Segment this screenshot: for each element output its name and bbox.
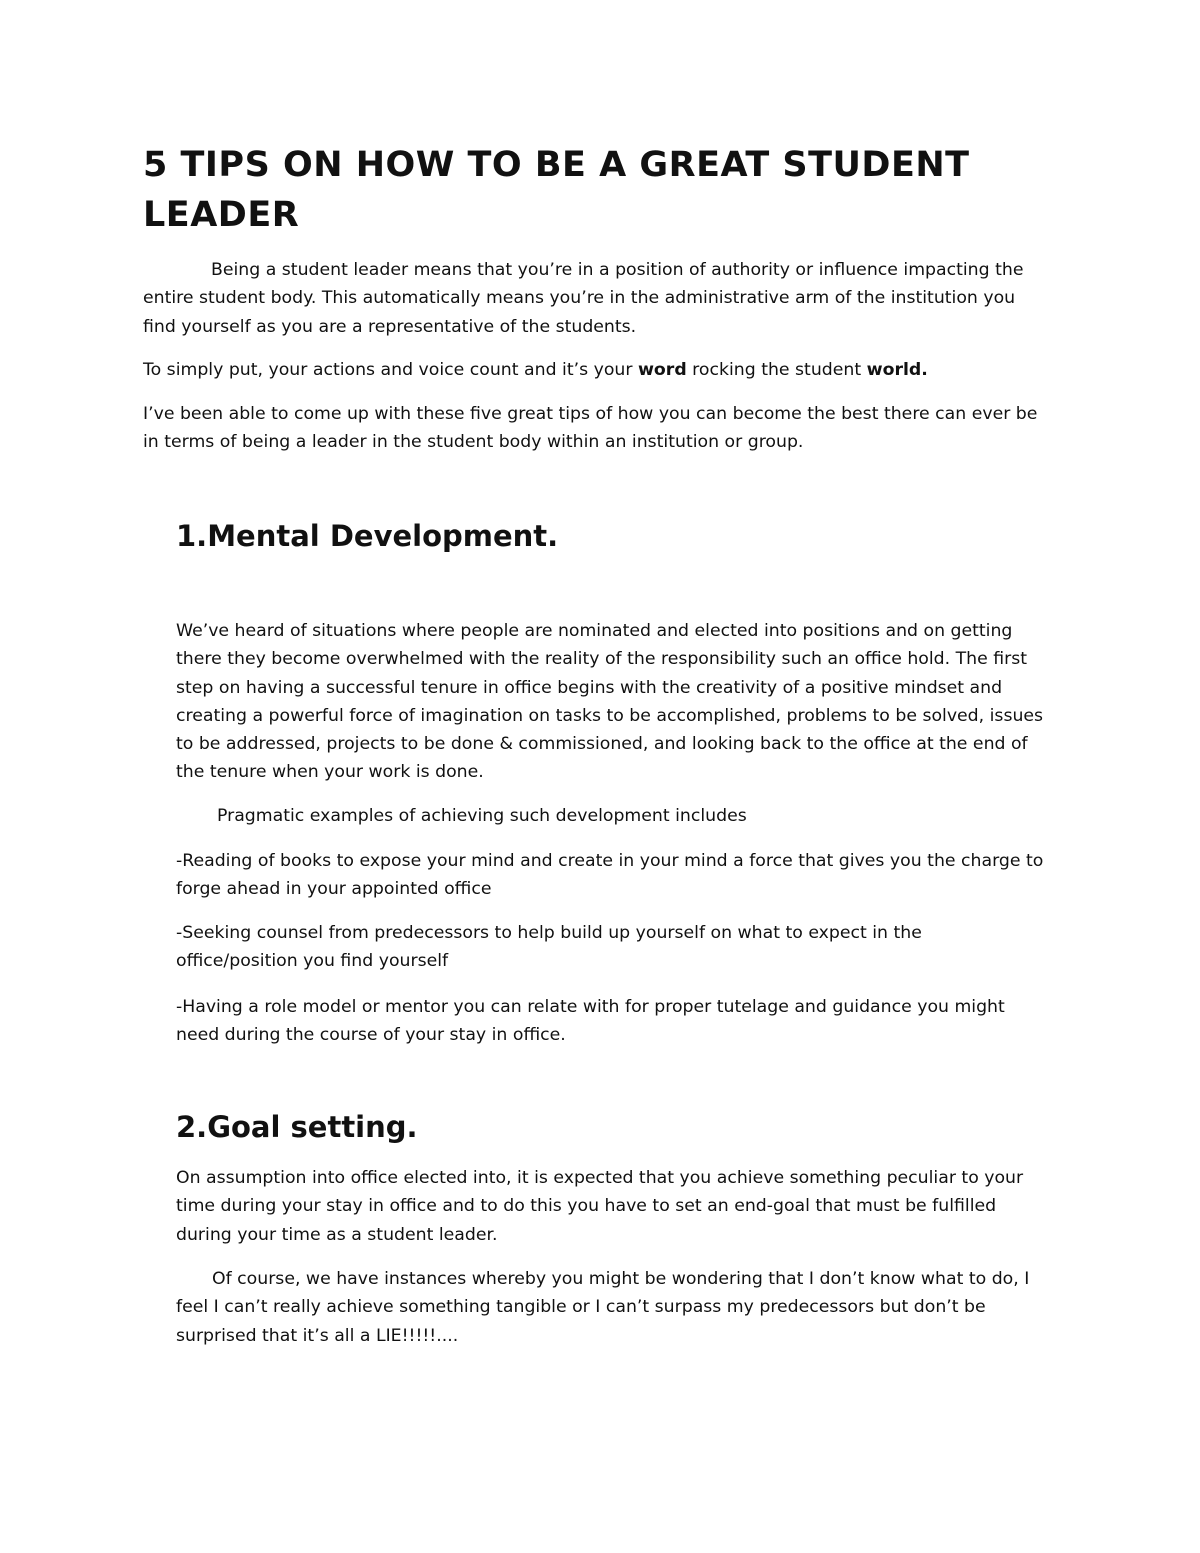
intro-paragraph-3 [143,400,1037,457]
text-line: find yourself as you are a representative of the students. [143,316,637,337]
text-line: entire student body. This automatically means you’re in the administrative arm of the institution you [143,288,1016,309]
examples-intro [217,802,747,830]
text-line: the tenure when your work is done. [176,762,484,783]
text-line: -Having a role model or mentor you can relate with for proper tutelage and guidance you might [176,997,1005,1017]
text-line: -Seeking counsel from predecessors to help build up yourself on what to expect in the [176,923,922,943]
bold-word: word [637,360,687,380]
text-line: office/position you find yourself [176,951,449,972]
section2-paragraph-2 [176,1265,1029,1350]
text-line: need during the course of your stay in office. [176,1025,566,1046]
document-title: 5 TIPS ON HOW TO BE A GREAT STUDENT LEADER [143,145,970,235]
text-line: to be addressed, projects to be done & commissioned, and looking back to the office at the end of [176,734,1028,755]
bullet-reading-books [176,847,1043,904]
text-line: Pragmatic examples of achieving such development includes [217,806,747,826]
section1-paragraph [176,617,1043,787]
text-line: time during your stay in office and to do this you have to set an end-goal that must be fulfilled [176,1196,997,1217]
text-line: step on having a successful tenure in office begins with the creativity of a positive mindset and [176,677,1003,698]
text-line: On assumption into office elected into, it is expected that you achieve something peculiar to your [176,1168,1024,1188]
text-line [143,356,928,384]
intro-paragraph-1 [143,256,1023,341]
bold-word: world. [866,360,928,380]
text-line: forge ahead in your appointed office [176,879,492,900]
text-line: surprised that it’s all a LIE!!!!!.... [176,1325,459,1346]
bullet-role-model [176,993,1005,1050]
text-run: rocking the student [686,360,867,380]
text-line: I’ve been able to come up with these five great tips of how you can become the best there can ever be [143,404,1038,424]
bullet-seeking-counsel [176,919,922,976]
text-line: in terms of being a leader in the student body within an institution or group. [143,432,804,453]
text-line: Being a student leader means that you’re in a position of authority or influence impacting the [211,260,1024,280]
text-line: there they become overwhelmed with the reality of the responsibility such an office hold. The first [176,649,1028,670]
text-line: during your time as a student leader. [176,1224,498,1245]
section-heading-mental-development: 1.Mental Development. [176,519,559,553]
text-run: To simply put, your actions and voice count and it’s your [143,360,638,380]
section-heading-goal-setting: 2.Goal setting. [176,1110,418,1144]
intro-paragraph-2 [143,356,928,384]
text-line: We’ve heard of situations where people are nominated and elected into positions and on getting [176,621,1013,641]
text-line: Of course, we have instances whereby you might be wondering that I don’t know what to do, I [212,1269,1030,1289]
text-line: -Reading of books to expose your mind and create in your mind a force that gives you the charge to [176,851,1044,871]
text-line: feel I can’t really achieve something tangible or I can’t surpass my predecessors but don’t be [176,1297,986,1318]
text-line: creating a powerful force of imagination on tasks to be accomplished, problems to be solved, issues [176,705,1044,726]
section2-paragraph-1 [176,1164,1023,1249]
